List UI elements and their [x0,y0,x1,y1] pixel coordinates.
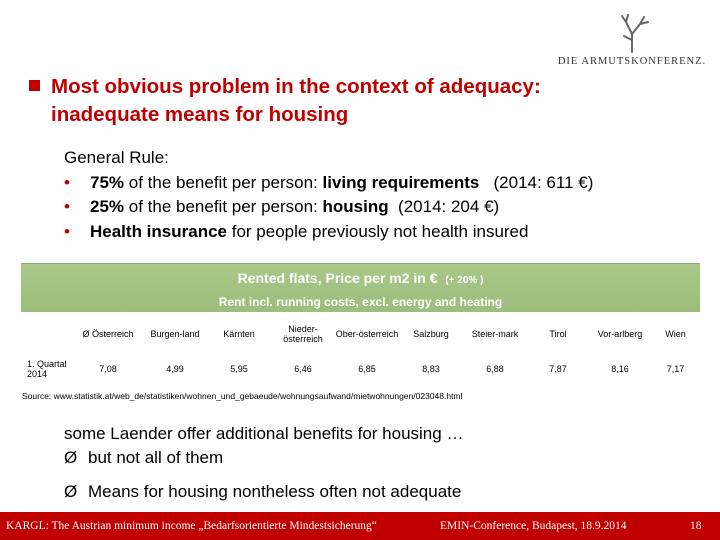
header-cell: Ø Österreich [82,329,134,339]
value-cell: 7,17 [666,364,685,374]
source-citation: Source: www.statistik.at/web_de/statistiken/wohnen_und_gebaeude/wohnungsaufwand/mietwohnungen/023048.html [22,391,463,401]
logo-text: DIE ARMUTSKONFERENZ. [557,56,707,67]
antler-tree-icon [608,14,656,54]
banner-subtitle: Rent incl. running costs, excl. energy and heating [218,295,503,309]
header-cell: Tirol [549,329,567,339]
header-cell: Nieder-österreich [283,324,323,344]
armutskonferenz-logo [552,14,712,74]
value-cell: 7,08 [99,364,117,374]
value-cell: 6,85 [358,364,376,374]
rule-item-2: • 25% of the benefit per person: housing (2014: 204 €) [64,195,704,220]
title-line-2: inadequate means for housing [51,103,349,126]
conclusion [64,422,704,504]
arrow-bullet-icon: Ø [64,482,78,501]
bullet: • [64,197,70,216]
value-cell: 7,87 [549,364,567,374]
slide-title [51,73,691,129]
footer-center: EMIN-Conference, Budapest, 18.9.2014 [440,520,627,532]
footer-bar [0,512,720,540]
table-row [21,354,700,384]
value-cell: 5,95 [230,364,248,374]
footer-left: KARGL: The Austrian minimum income „Bedarfsorientierte Mindestsicherung“ [6,520,377,532]
title-bullet [29,80,40,91]
header-cell: Burgen-land [150,329,200,339]
value-cell: 4,99 [166,364,184,374]
page-number: 18 [690,520,702,532]
bullet: • [64,172,70,192]
header-cell: Vor-arlberg [597,329,643,339]
title-line-1: Most obvious problem in the context of adequacy: [51,75,541,98]
header-cell: Ober-österreich [335,329,399,339]
value-cell: 6,88 [486,364,504,374]
conclusion-item-2: Ø Means for housing nontheless often not adequate [64,480,704,504]
conclusion-item-1: Ø but not all of them [64,446,704,470]
arrow-bullet-icon: Ø [64,448,78,467]
bullet: • [64,221,70,241]
value-cell: 8,16 [611,364,629,374]
value-cell: 8,83 [422,364,440,374]
value-cell: 6,46 [294,364,312,374]
rent-price-table [21,314,700,384]
conclusion-line-1: some Laender offer additional benefits for housing … [64,424,464,443]
rent-price-banner [21,263,700,312]
table-header-row [21,314,700,354]
header-cell: Salzburg [413,329,449,339]
header-cell: Wien [665,329,686,339]
row-label: 1. Quartal 2014 [27,359,67,379]
header-cell: Kärnten [223,329,255,339]
rule-item-1: • 75% of the benefit per person: living requirements (2014: 611 €) [64,171,704,196]
rule-heading: General Rule: [64,148,169,167]
rule-item-3: • Health insurance for people previously not health insured [64,220,704,245]
banner-title: Rented flats, Price per m2 in € (+ 20% ) [237,270,484,286]
header-cell: Steier-mark [471,329,519,339]
general-rule [64,146,704,244]
banner-range: (+ 20% ) [445,275,484,286]
